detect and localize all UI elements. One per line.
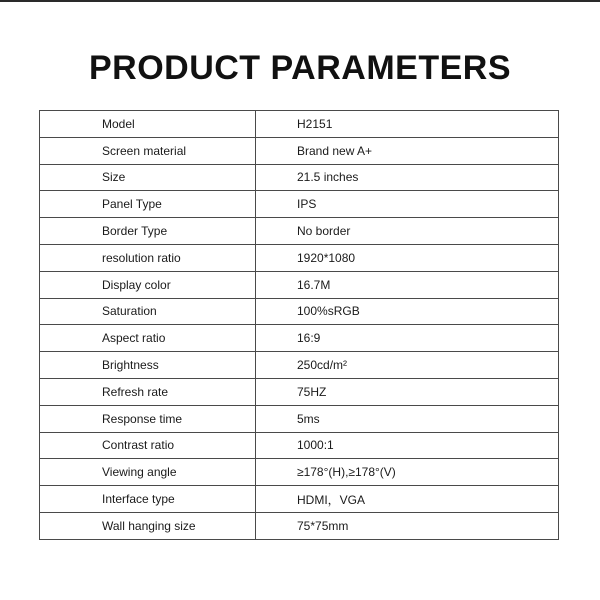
spec-name: Aspect ratio	[40, 325, 256, 352]
spec-name: Contrast ratio	[40, 432, 256, 459]
table-row	[40, 111, 559, 138]
spec-name: Size	[40, 164, 256, 191]
table-row	[40, 405, 559, 432]
spec-value: 75HZ	[256, 378, 559, 405]
spec-name: Brightness	[40, 352, 256, 379]
spec-name: resolution ratio	[40, 244, 256, 271]
table-row	[40, 352, 559, 379]
spec-value: 21.5 inches	[256, 164, 559, 191]
table-row	[40, 271, 559, 298]
table-row	[40, 459, 559, 486]
spec-name: Interface type	[40, 486, 256, 513]
spec-name: Saturation	[40, 298, 256, 325]
table-row	[40, 512, 559, 539]
spec-value: 75*75mm	[256, 512, 559, 539]
table-row	[40, 298, 559, 325]
spec-name: Wall hanging size	[40, 512, 256, 539]
spec-name: Display color	[40, 271, 256, 298]
table-row	[40, 164, 559, 191]
table-row	[40, 218, 559, 245]
spec-value: 16:9	[256, 325, 559, 352]
spec-value: HDMI，VGA	[256, 486, 559, 513]
spec-name: Refresh rate	[40, 378, 256, 405]
spec-name: Screen material	[40, 137, 256, 164]
spec-value: 5ms	[256, 405, 559, 432]
spec-value: ≥178°(H),≥178°(V)	[256, 459, 559, 486]
table-row	[40, 137, 559, 164]
spec-name: Response time	[40, 405, 256, 432]
spec-name: Panel Type	[40, 191, 256, 218]
table-row	[40, 325, 559, 352]
spec-value: 16.7M	[256, 271, 559, 298]
spec-table	[39, 110, 559, 540]
page-title: PRODUCT PARAMETERS	[88, 49, 512, 87]
spec-value: 1000:1	[256, 432, 559, 459]
spec-name: Border Type	[40, 218, 256, 245]
spec-name: Model	[40, 111, 256, 138]
spec-value: No border	[256, 218, 559, 245]
table-row	[40, 244, 559, 271]
top-divider	[0, 0, 600, 2]
table-row	[40, 486, 559, 513]
spec-value: Brand new A+	[256, 137, 559, 164]
spec-value: 100%sRGB	[256, 298, 559, 325]
spec-value: 1920*1080	[256, 244, 559, 271]
spec-value: 250cd/m²	[256, 352, 559, 379]
table-row	[40, 432, 559, 459]
spec-value: H2151	[256, 111, 559, 138]
table-row	[40, 191, 559, 218]
spec-value: IPS	[256, 191, 559, 218]
table-row	[40, 378, 559, 405]
spec-name: Viewing angle	[40, 459, 256, 486]
